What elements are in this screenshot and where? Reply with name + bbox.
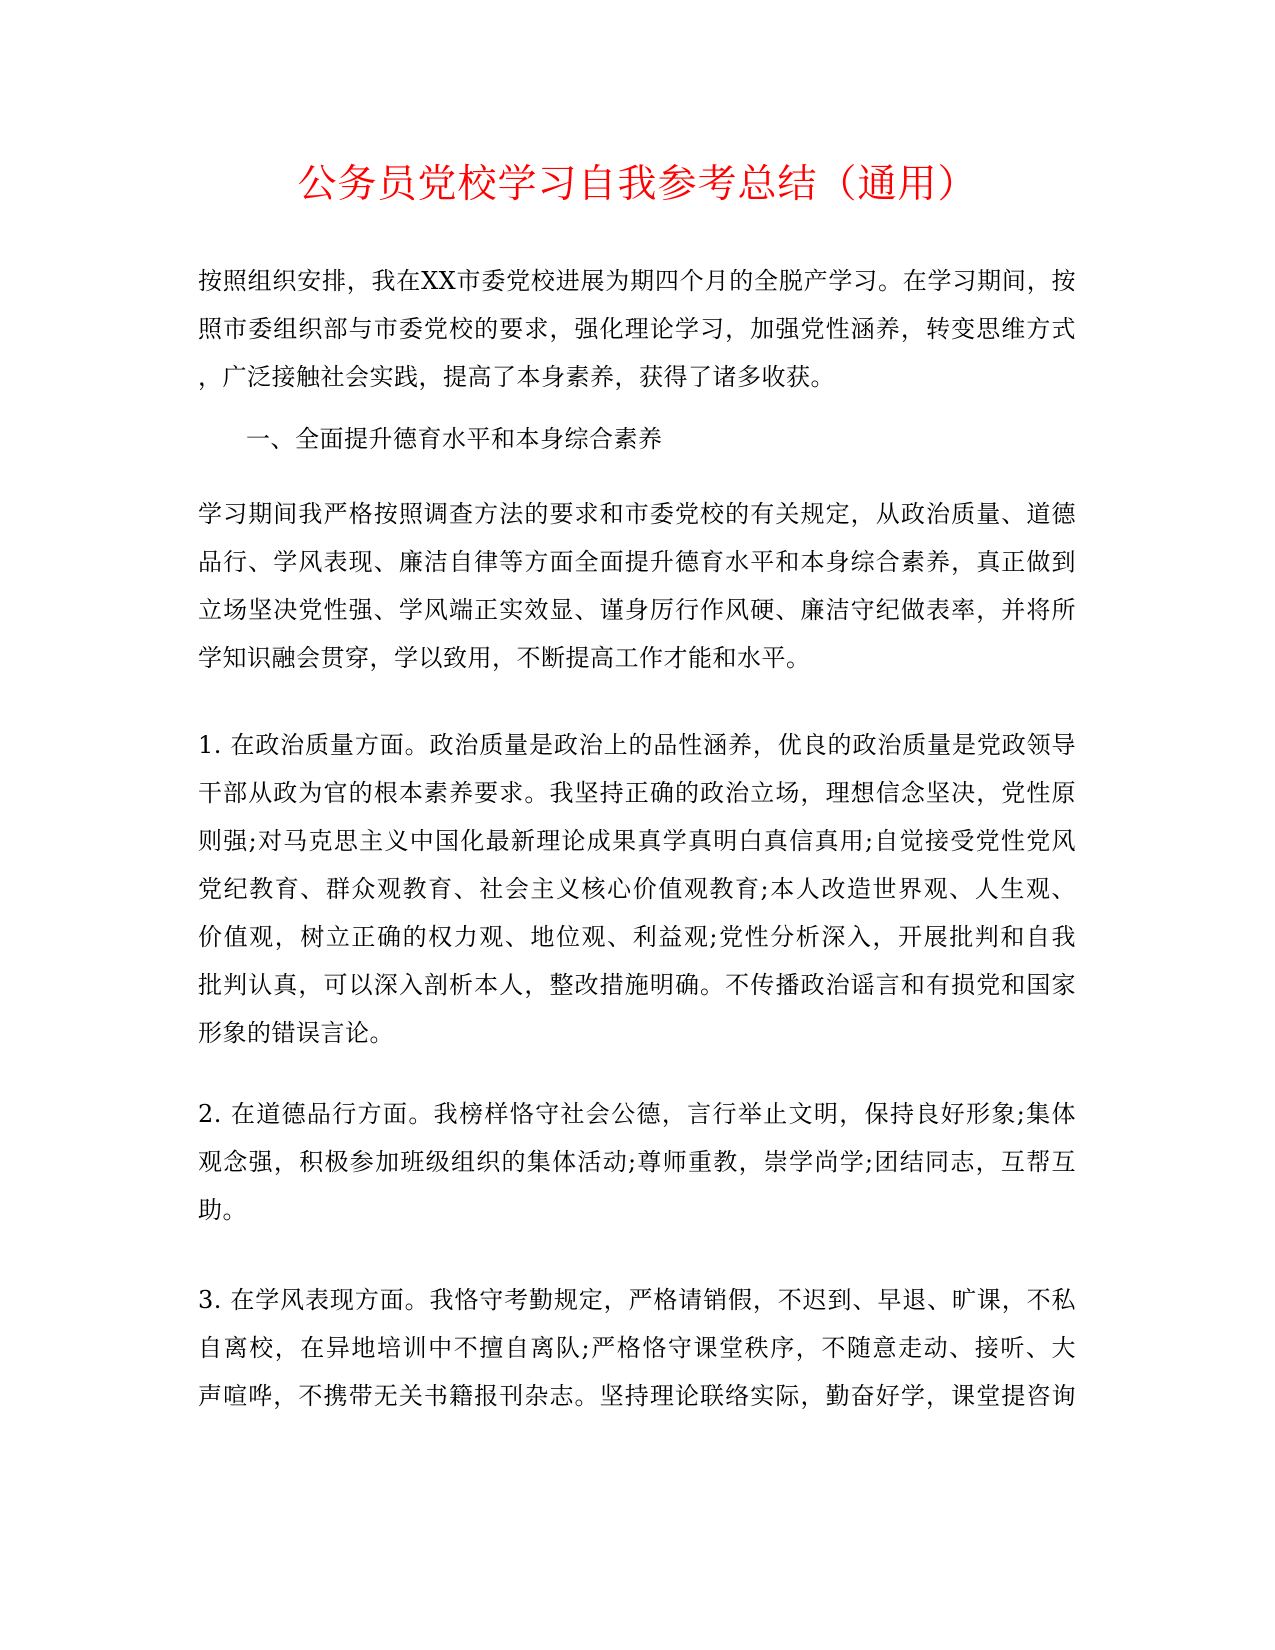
section-paragraph (198, 490, 1076, 682)
item-3-paragraph (198, 1276, 1076, 1420)
text-line: 学习期间我严格按照调查方法的要求和市委党校的有关规定，从政治质量、道德 (198, 500, 1076, 528)
text-line: 自离校，在异地培训中不擅自离队;严格恪守课堂秩序，不随意走动、接听、大 (198, 1334, 1076, 1362)
text-line: 声喧哗，不携带无关书籍报刊杂志。坚持理论联络实际，勤奋好学，课堂提咨询 (198, 1382, 1076, 1410)
text-line: 干部从政为官的根本素养要求。我坚持正确的政治立场，理想信念坚决，党性原 (198, 779, 1076, 807)
item-1-paragraph (198, 721, 1076, 1057)
text-line: 2. 在道德品行方面。我榜样恪守社会公德，言行举止文明，保持良好形象;集体 (198, 1100, 1076, 1128)
section-heading: 一、全面提升德育水平和本身综合素养 (246, 425, 663, 453)
text-line: 立场坚决党性强、学风端正实效显、谨身厉行作风硬、廉洁守纪做表率，并将所 (198, 596, 1076, 624)
text-line: 观念强，积极参加班级组织的集体活动;尊师重教，崇学尚学;团结同志，互帮互 (198, 1148, 1076, 1176)
intro-paragraph (198, 257, 1076, 401)
text-line: 形象的错误言论。 (198, 1019, 394, 1047)
text-line: 按照组织安排，我在XX市委党校进展为期四个月的全脱产学习。在学习期间，按 (198, 267, 1076, 295)
text-line: 批判认真，可以深入剖析本人，整改措施明确。不传播政治谣言和有损党和国家 (198, 971, 1076, 999)
text-line: 助。 (198, 1196, 247, 1224)
text-line: ，广泛接触社会实践，提高了本身素养，获得了诸多收获。 (198, 363, 835, 391)
text-line: 品行、学风表现、廉洁自律等方面全面提升德育水平和本身综合素养，真正做到 (198, 548, 1076, 576)
text-line: 学知识融会贯穿，学以致用，不断提高工作才能和水平。 (198, 644, 811, 672)
text-line: 1. 在政治质量方面。政治质量是政治上的品性涵养，优良的政治质量是党政领导 (198, 731, 1076, 759)
text-line: 价值观，树立正确的权力观、地位观、利益观;党性分析深入，开展批判和自我 (198, 923, 1076, 951)
text-line: 则强;对马克思主义中国化最新理论成果真学真明白真信真用;自觉接受党性党风 (198, 827, 1076, 855)
text-line: 党纪教育、群众观教育、社会主义核心价值观教育;本人改造世界观、人生观、 (198, 875, 1076, 903)
text-line: 3. 在学风表现方面。我恪守考勤规定，严格请销假，不迟到、早退、旷课，不私 (198, 1286, 1076, 1314)
item-2-paragraph (198, 1090, 1076, 1234)
document-title: 公务员党校学习自我参考总结（通用） (297, 162, 978, 207)
text-line: 照市委组织部与市委党校的要求，强化理论学习，加强党性涵养，转变思维方式 (198, 315, 1076, 343)
